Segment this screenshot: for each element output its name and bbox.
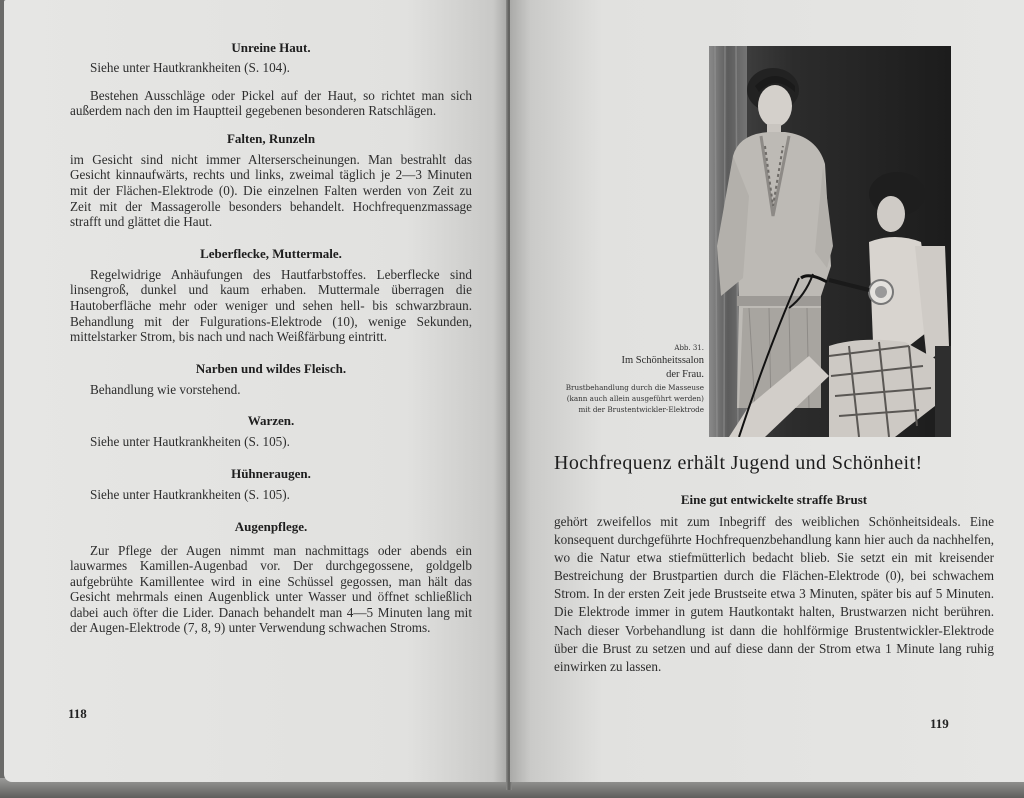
heading-huehneraugen: Hühneraugen. <box>231 465 311 481</box>
figure-title-line2: der Frau. <box>666 368 704 380</box>
photo-beauty-salon <box>709 46 951 437</box>
paragraph-narben: Behandlung wie vorstehend. <box>90 381 241 397</box>
paragraph-leberflecke: Regelwidrige Anhäufungen des Hautfarbstoffes. Leberflecke sind linsengroß, dunkel und kaum erhaben. Muttermale überragen die Hautoberfläche mehr oder weniger und sehen hell- bis schwarzbraun. Behandlung mit der Fulgurations-Elektrode (10), wenige Sekunden, mittelstarker Strom, bis nach und nach Weißfärbung eintritt. <box>70 266 472 345</box>
paragraph-unreine-haut-ref: Siehe unter Hautkrankheiten (S. 104). <box>90 60 290 75</box>
right-page <box>510 0 1024 782</box>
heading-unreine-haut: Unreine Haut. <box>231 40 311 55</box>
left-page <box>4 0 508 782</box>
paragraph-unreine-haut: Bestehen Ausschläge oder Pickel auf der Haut, so richtet man sich außerdem nach den im Hauptteil gegebenen besonderen Ratschlägen. <box>70 87 472 119</box>
heading-leberflecke: Leberflecke, Muttermale. <box>200 245 342 261</box>
figure-label: Abb. 31. <box>674 344 704 352</box>
paragraph-falten: im Gesicht sind nicht immer Alterserscheinungen. Man bestrahlt das Gesicht kinnaufwärts, rechts und links, zweimal täglich je 2—3 Minuten mit der Flächen-Elektrode (0). Die einzelnen Falten werden von Zeit zu Zeit mit der Massagerolle besonders behandelt. Hochfrequenzmassage strafft und glättet die Haut. <box>70 151 472 230</box>
page-number-left: 118 <box>68 706 87 721</box>
photo-illustration <box>709 46 951 437</box>
heading-narben: Narben und wildes Fleisch. <box>195 360 347 376</box>
figure-title-line1: Im Schönheitssalon <box>621 354 704 366</box>
page-banner-title: Hochfrequenz erhält Jugend und Schönheit! <box>554 452 923 474</box>
heading-brust: Eine gut entwickelte straffe Brust <box>680 492 868 507</box>
heading-warzen: Warzen. <box>247 413 295 429</box>
figure-caption <box>554 344 704 415</box>
left-page-text <box>70 40 472 636</box>
right-page-text <box>554 492 994 676</box>
paragraph-brust: gehört zweifellos mit zum Inbegriff des weiblichen Schönheitsideals. Eine konsequent durchgeführte Hochfrequenzbehandlung kann hier auch da nachhelfen, wo die Natur etwa stiefmütterlich bedacht blieb. Sie setzt ein mit kreisender Bestreichung der Brustpartien durch die Flächen-Elektrode (0), bei schwachem Strom. In der ersten Zeit jede Brustseite etwa 3 Minuten, später bis auf 5 Minuten. Die Elektrode immer in gutem Hautkontakt halten, Brustwarzen nicht berühren. Nach dieser Vorbehandlung ist dann die hohlförmige Brustentwickler-Elektrode über die Brust zu setzen und auf diese dann der Strom etwa 1 Minute lang ruhig einwirken zu lassen. <box>554 514 994 674</box>
figure-photo <box>709 46 951 437</box>
paragraph-huehneraugen: Siehe unter Hautkrankheiten (S. 105). <box>90 486 290 502</box>
page-number-right: 119 <box>930 716 949 731</box>
figure-description: Brustbehandlung durch die Masseuse (kann auch allein ausgeführt werden) mit der Brustentwickler-Elektrode <box>565 382 704 414</box>
paragraph-augenpflege: Zur Pflege der Augen nimmt man nachmittags oder abends ein lauwarmes Kamillen-Augenbad vor. Der durchgegossene, goldgelb aufgebrühte Kamillentee wird in eine Schüssel gegossen, man hält das Gesicht mehrmals einen Augenblick unter Wasser und öffnet schließlich dabei auch öfter die Lider. Danach behandelt man 4—5 Minuten lang mit der Augen-Elektrode (7, 8, 9) unter Verwendung schwachen Stroms. <box>70 542 472 636</box>
heading-augenpflege: Augenpflege. <box>234 518 308 534</box>
paragraph-warzen: Siehe unter Hautkrankheiten (S. 105). <box>90 434 290 450</box>
heading-falten: Falten, Runzeln <box>226 130 316 146</box>
